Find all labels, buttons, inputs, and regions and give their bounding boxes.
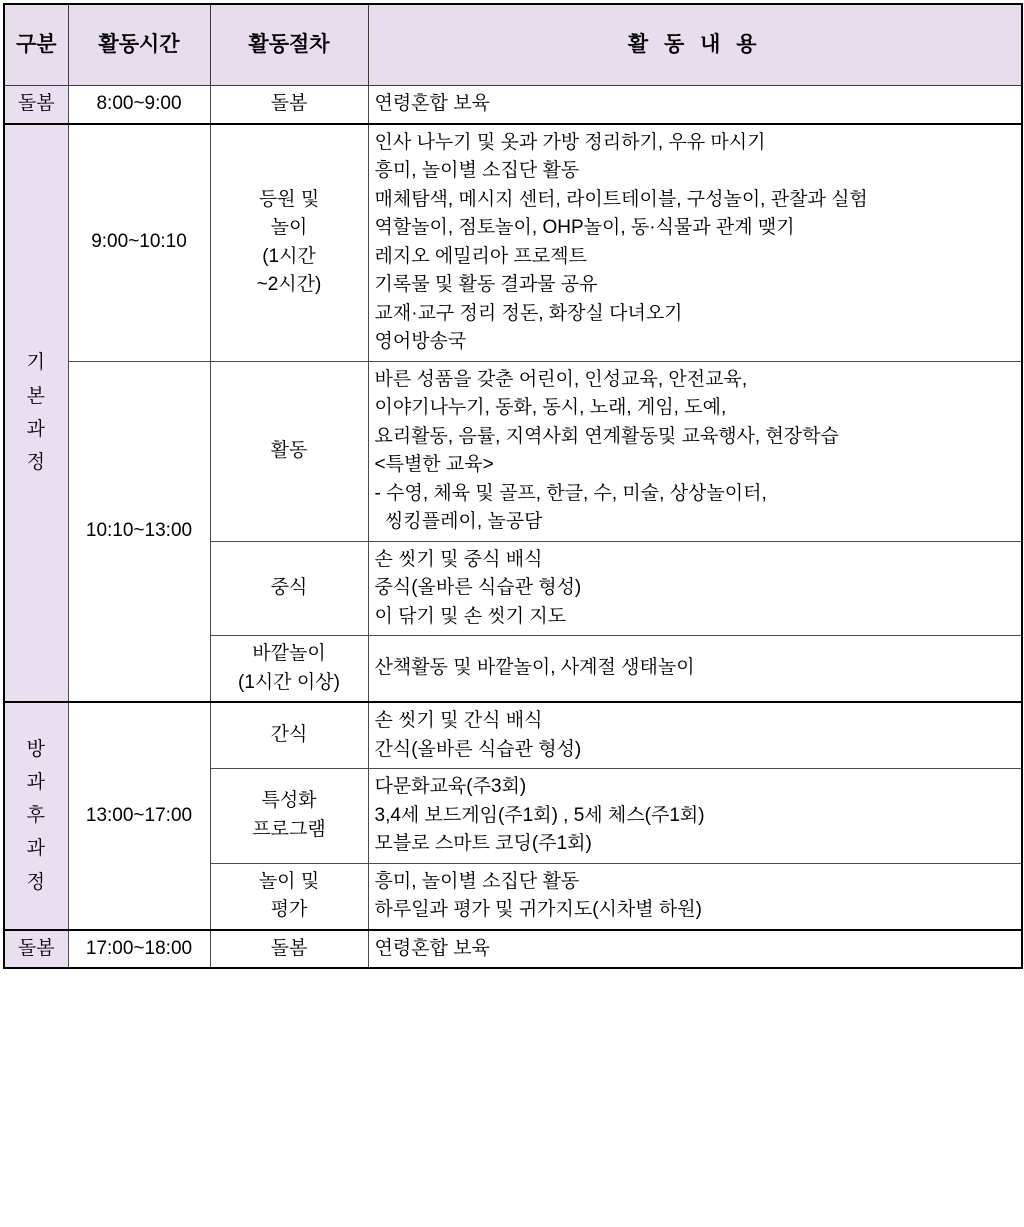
content-line: 이야기나누기, 동화, 동시, 노래, 게임, 도예, — [374, 397, 727, 418]
time-cell: 9:00~10:10 — [68, 124, 210, 362]
content-line: 간식(올바른 식습관 형성) — [374, 738, 582, 760]
content-cell — [368, 361, 1022, 541]
header-procedure: 활동절차 — [210, 4, 368, 86]
procedure-cell: 간식 — [210, 702, 368, 769]
content-line: 영어방송국 — [374, 331, 467, 352]
content-cell — [368, 863, 1022, 930]
division-label-basic — [11, 346, 62, 479]
procedure-cell: 중식 — [210, 541, 368, 636]
content-cell — [368, 636, 1022, 703]
procedure-cell: 돌봄 — [210, 930, 368, 969]
content-line: 다문화교육(주3회) — [374, 776, 527, 797]
content-line: 씽킹플레이, 놀공담 — [374, 511, 543, 532]
header-content: 활 동 내 용 — [368, 4, 1022, 86]
division-char: 정 — [26, 452, 46, 473]
content-line: 손 씻기 및 간식 배식 — [374, 710, 543, 731]
text-line: ~2시간) — [256, 274, 322, 295]
division-char: 기 — [26, 352, 46, 374]
content-cell — [368, 702, 1022, 769]
text-line: (1시간 이상) — [238, 671, 340, 693]
content-line: 역할놀이, 점토놀이, OHP놀이, 동·식물과 관계 맺기 — [374, 217, 795, 238]
text-line: 평가 — [270, 899, 308, 920]
content-line: 인사 나누기 및 옷과 가방 정리하기, 우유 마시기 — [374, 131, 766, 153]
text-line: 프로그램 — [252, 818, 326, 840]
content-line: 산책활동 및 바깥놀이, 사계절 생태놀이 — [374, 657, 695, 679]
content-line: 연령혼합 보육 — [374, 93, 490, 114]
content-line: 바른 성품을 갖춘 어린이, 인성교육, 안전교육, — [374, 368, 748, 390]
content-line: 연령혼합 보육 — [374, 937, 490, 959]
division-cell-care-evening: 돌봄 — [4, 930, 68, 969]
division-cell-afterschool-course — [4, 702, 68, 930]
content-line: 교재·교구 정리 정돈, 화장실 다녀오기 — [374, 302, 683, 324]
division-char: 과 — [26, 418, 46, 440]
procedure-cell — [210, 863, 368, 930]
division-char: 방 — [26, 738, 46, 760]
header-division: 구분 — [4, 4, 68, 86]
content-cell — [368, 930, 1022, 969]
content-line: 레지오 에밀리아 프로젝트 — [374, 245, 587, 267]
content-line: 손 씻기 및 중식 배식 — [374, 548, 543, 570]
table-header-row — [4, 4, 1022, 86]
content-line: <특별한 교육> — [374, 454, 494, 475]
content-line: 요리활동, 음률, 지역사회 연계활동및 교육행사, 현장학습 — [374, 425, 839, 447]
content-cell — [368, 769, 1022, 864]
content-line: 3,4세 보드게임(주1회) , 5세 체스(주1회) — [374, 804, 705, 826]
procedure-cell — [210, 636, 368, 703]
text-line: 놀이 및 — [258, 870, 320, 892]
division-cell-care-morning: 돌봄 — [4, 86, 68, 124]
content-line: 모블로 스마트 코딩(주1회) — [374, 833, 592, 854]
header-time: 활동시간 — [68, 4, 210, 86]
text-line: 등원 및 — [258, 188, 320, 210]
division-cell-basic-course — [4, 124, 68, 703]
procedure-cell: 활동 — [210, 361, 368, 541]
content-line: - 수영, 체육 및 골프, 한글, 수, 미술, 상상놀이터, — [374, 482, 767, 504]
text-line: (1시간 — [262, 245, 316, 267]
division-char: 정 — [26, 871, 46, 893]
content-line: 중식(올바른 식습관 형성) — [374, 577, 582, 598]
content-line: 기록물 및 활동 결과물 공유 — [374, 274, 598, 295]
content-line: 흥미, 놀이별 소집단 활동 — [374, 160, 580, 181]
content-line: 이 닦기 및 손 씻기 지도 — [374, 605, 567, 627]
division-char: 과 — [26, 838, 46, 860]
table-row — [4, 702, 1022, 769]
division-char: 본 — [26, 385, 46, 407]
text-line: 바깥놀이 — [252, 643, 326, 664]
content-line: 하루일과 평가 및 귀가지도(시차별 하원) — [374, 899, 702, 920]
content-cell — [368, 86, 1022, 124]
table-row — [4, 930, 1022, 969]
time-cell: 17:00~18:00 — [68, 930, 210, 969]
time-cell: 8:00~9:00 — [68, 86, 210, 124]
text-line: 특성화 — [261, 790, 317, 812]
time-cell: 10:10~13:00 — [68, 361, 210, 702]
procedure-cell — [210, 124, 368, 362]
division-char: 과 — [26, 771, 46, 793]
time-cell: 13:00~17:00 — [68, 702, 210, 930]
content-line: 흥미, 놀이별 소집단 활동 — [374, 870, 580, 892]
division-label-afterschool — [11, 733, 62, 899]
procedure-cell — [210, 769, 368, 864]
text-line: 놀이 — [270, 217, 308, 238]
content-cell — [368, 541, 1022, 636]
table-row — [4, 124, 1022, 362]
procedure-cell: 돌봄 — [210, 86, 368, 124]
table-row — [4, 361, 1022, 541]
division-char: 후 — [26, 805, 46, 827]
content-cell — [368, 124, 1022, 362]
daily-schedule-table — [3, 3, 1023, 969]
content-line: 매체탐색, 메시지 센터, 라이트테이블, 구성놀이, 관찰과 실험 — [374, 188, 868, 210]
table-row — [4, 86, 1022, 124]
